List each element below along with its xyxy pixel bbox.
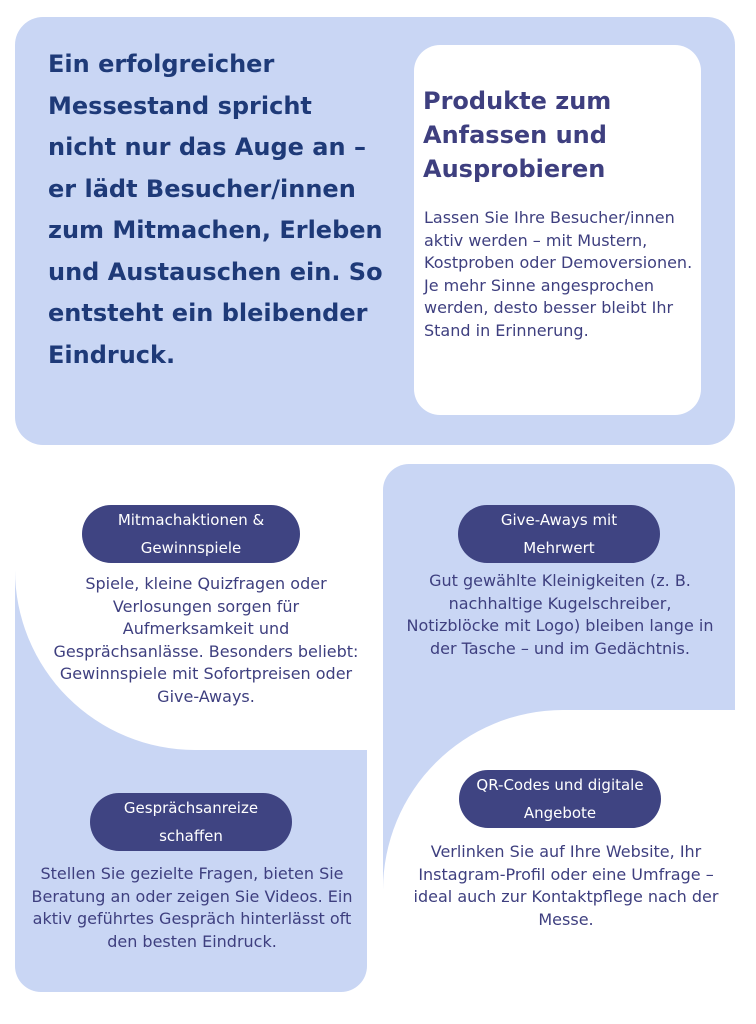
feature-card-title: Produkte zum Anfassen und Ausprobieren (423, 87, 612, 183)
qr-heading: QR-Codes und digitale Angebote (476, 776, 644, 822)
feature-card-text: Lassen Sie Ihre Besucher/innen aktiv werden – mit Mustern, Kostproben oder Demoversionen. Je mehr Sinne angesprochen werden, desto besser bleibt Ihr Stand in Erinnerung. (424, 208, 693, 340)
giveaways-heading-pill (458, 505, 660, 563)
giveaways-heading: Give-Aways mit Mehrwert (500, 511, 618, 557)
mitmach-text: Spiele, kleine Quizfragen oder Verlosungen sorgen für Aufmerksamkeit und Gesprächsanlässe. Besonders beliebt: Gewinnspiele mit Sofortpreisen oder Give-Aways. (53, 574, 359, 706)
qr-heading-pill (459, 770, 661, 828)
intro-statement: Ein erfolgreicher Messestand spricht nicht nur das Auge an – er lädt Besucher/innen zum Mitmachen, Erleben und Austauschen ein. So entsteht ein bleibender Eindruck. (48, 50, 383, 369)
qr-text: Verlinken Sie auf Ihre Website, Ihr Instagram-Profil oder eine Umfrage – ideal auch zur Kontaktpflege nach der Messe. (413, 842, 719, 929)
gespraech-heading-pill (90, 793, 292, 851)
mitmach-heading-pill (82, 505, 300, 563)
giveaways-text: Gut gewählte Kleinigkeiten (z. B. nachhaltige Kugelschreiber, Notizblöcke mit Logo) bleiben lange in der Tasche – und im Gedächtnis. (406, 571, 714, 658)
mitmach-heading: Mitmachaktionen & Gewinnspiele (117, 511, 265, 557)
gespraech-text: Stellen Sie gezielte Fragen, bieten Sie Beratung an oder zeigen Sie Videos. Ein aktiv geführtes Gespräch hinterlässt oft den besten Eindruck. (31, 864, 353, 951)
gespraech-heading: Gesprächsanreize schaffen (123, 799, 259, 845)
